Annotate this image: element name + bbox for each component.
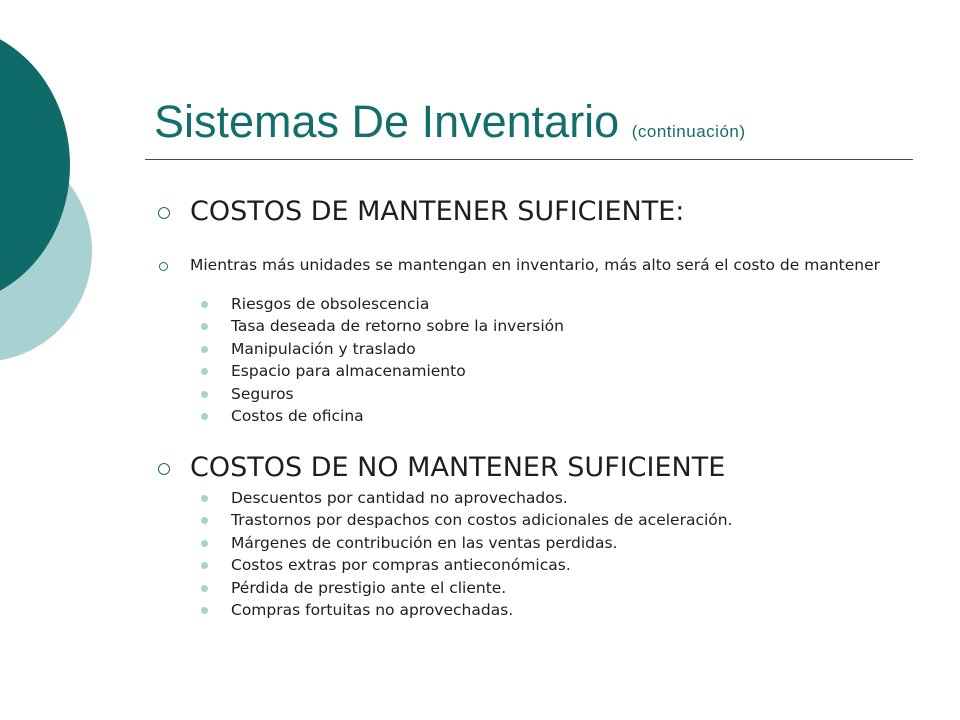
bullet-dot-icon (201, 391, 208, 398)
slide-title (154, 96, 746, 158)
bullet-dot-icon (201, 495, 208, 502)
list-item (201, 487, 733, 509)
bullet-dot-icon (201, 413, 208, 420)
list-item-text: Descuentos por cantidad no aprovechados. (231, 489, 568, 507)
list-item-text: Márgenes de contribución en las ventas perdidas. (231, 533, 618, 552)
list-item-text: Espacio para almacenamiento (231, 362, 466, 381)
list-item (201, 577, 733, 599)
bullet-dot-icon (201, 585, 208, 592)
bullet-dot-icon (201, 607, 208, 614)
hollow-circle-bullet-icon (158, 207, 170, 219)
title-underline (145, 159, 913, 160)
list-item (201, 360, 564, 382)
list-item-text: Tasa deseada de retorno sobre la inversión (231, 317, 564, 336)
bullet-dot-icon (201, 301, 208, 308)
bullet-dot-icon (201, 346, 208, 353)
list-item-text: Pérdida de prestigio ante el cliente. (231, 578, 507, 597)
hollow-circle-bullet-icon (158, 463, 170, 475)
bullet-dot-icon (201, 323, 208, 330)
list-item (201, 405, 564, 427)
list-item-text: Costos extras por compras antieconómicas. (231, 556, 571, 575)
slide-title-text: Sistemas De Inventario (154, 96, 620, 147)
bullet-dot-icon (201, 562, 208, 569)
hollow-circle-bullet-icon (159, 262, 168, 271)
list-item-text: Costos de oficina (231, 406, 364, 425)
list-item (201, 293, 564, 315)
list-item-text: Trastornos por despachos con costos adicionales de aceleración. (231, 511, 733, 530)
list-item (201, 338, 564, 360)
section1-list (201, 293, 564, 427)
list-item-text: Compras fortuitas no aprovechadas. (231, 600, 514, 619)
list-item (201, 315, 564, 337)
list-item (201, 554, 733, 576)
list-item-text: Seguros (231, 384, 294, 403)
section2-heading: COSTOS DE NO MANTENER SUFICIENTE (190, 452, 726, 483)
list-item-text: Manipulación y traslado (231, 339, 416, 358)
section1-intro: Mientras más unidades se mantengan en inventario, más alto será el costo de mantener (190, 256, 880, 274)
bullet-dot-icon (201, 540, 208, 547)
section1-heading: COSTOS DE MANTENER SUFICIENTE: (190, 196, 685, 227)
list-item (201, 532, 733, 554)
list-item-text: Riesgos de obsolescencia (231, 295, 430, 313)
list-item (201, 383, 564, 405)
section2-list (201, 487, 733, 621)
slide-title-suffix: (continuación) (631, 122, 746, 141)
list-item (201, 509, 733, 531)
bullet-dot-icon (201, 368, 208, 375)
list-item (201, 599, 733, 621)
bullet-dot-icon (201, 517, 208, 524)
